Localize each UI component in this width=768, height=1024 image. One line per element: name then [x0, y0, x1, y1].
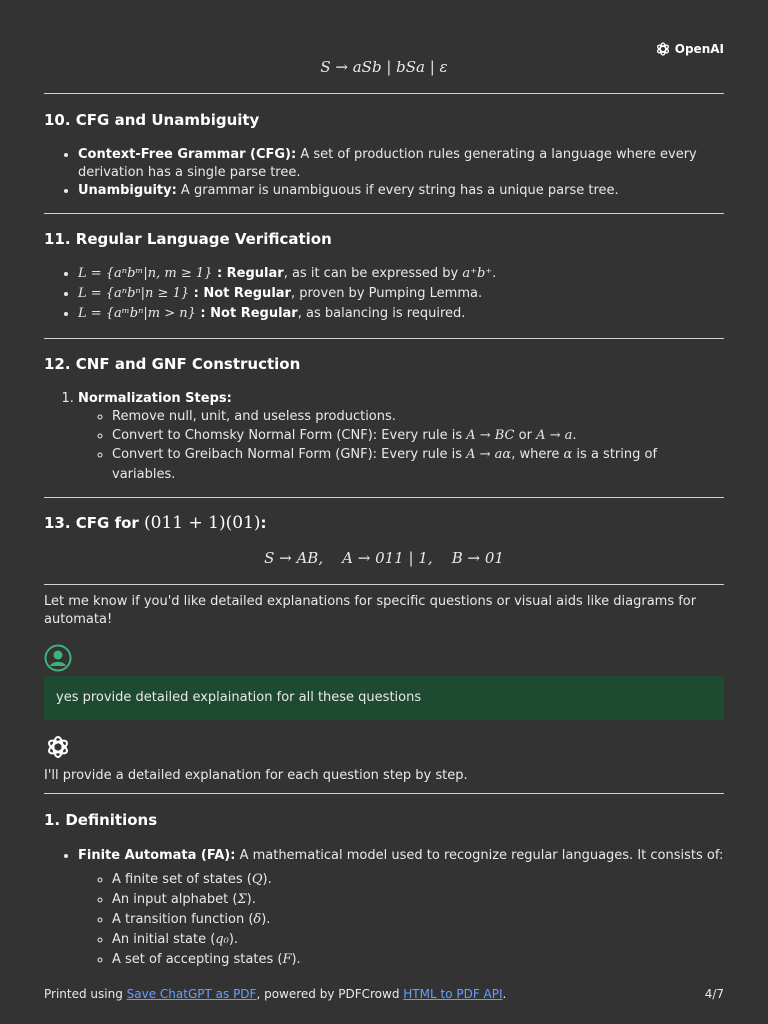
normalization-list — [78, 390, 724, 408]
normalization-steps — [112, 408, 712, 485]
list-item: ◦ A transition function (δ). — [112, 910, 712, 930]
list-item: • L = {aᵐbⁿ|m > n} : Not Regular, as balancing is required. — [78, 304, 724, 324]
regular-language-list — [78, 264, 724, 324]
reply-intro: I'll provide a detailed explanation for each question step by step. — [44, 768, 468, 783]
closing-text: Let me know if you'd like detailed explanations for specific questions or visual aids like diagrams for automata! — [44, 594, 697, 627]
cfg-equation: S → AB, A → 011 | 1, B → 01 — [264, 549, 504, 567]
page-number: 4/7 — [704, 987, 724, 1001]
user-message-text: yes provide detailed explaination for all these questions — [56, 690, 422, 705]
grammar-equation: S → aSb | bSa | ε — [320, 58, 448, 76]
list-item: • Unambiguity: A grammar is unambiguous if every string has a unique parse tree. — [78, 182, 724, 200]
divider — [44, 497, 724, 498]
list-item: ◦ An initial state (q₀). — [112, 930, 712, 950]
section-title-1: 1. Definitions — [44, 811, 158, 829]
divider — [44, 793, 724, 794]
list-item: ◦ Remove null, unit, and useless productions. — [112, 408, 712, 426]
section-title-12: 12. CNF and GNF Construction — [44, 355, 301, 373]
list-item: ◦ Convert to Greibach Normal Form (GNF): Every rule is A → aα, where α is a string of variables. — [112, 445, 712, 485]
list-item: • Finite Automata (FA): A mathematical model used to recognize regular languages. It consists of: — [78, 847, 724, 865]
section-title-11: 11. Regular Language Verification — [44, 230, 332, 248]
list-item: ◦ An input alphabet (Σ). — [112, 890, 712, 910]
list-item: ◦ Convert to Chomsky Normal Form (CNF): Every rule is A → BC or A → a. — [112, 426, 712, 445]
list-item: • L = {aⁿbᵐ|n, m ≥ 1} : Regular, as it can be expressed by a⁺b⁺. — [78, 264, 724, 284]
user-message-bubble — [44, 676, 724, 720]
fa-components-list — [112, 870, 712, 970]
cfg-list — [78, 146, 724, 200]
list-item: • Context-Free Grammar (CFG): A set of production rules generating a language where every derivation has a single parse tree. — [78, 146, 724, 182]
divider — [44, 584, 724, 585]
section-title-10: 10. CFG and Unambiguity — [44, 111, 260, 129]
divider — [44, 213, 724, 214]
openai-logo — [655, 40, 724, 58]
divider — [44, 93, 724, 94]
divider — [44, 338, 724, 339]
print-footer: Printed using Save ChatGPT as PDF, powered by PDFCrowd HTML to PDF API. 4/7 — [44, 987, 724, 1001]
list-item: ◦ A finite set of states (Q). — [112, 870, 712, 890]
definitions-list — [78, 847, 724, 865]
openai-icon — [655, 41, 671, 57]
list-item: ◦ A set of accepting states (F). — [112, 950, 712, 970]
list-item: 1. Normalization Steps: — [78, 390, 724, 408]
brand-name: OpenAI — [674, 42, 724, 56]
assistant-avatar-icon — [44, 733, 72, 761]
list-item: • L = {aⁿbⁿ|n ≥ 1} : Not Regular, proven by Pumping Lemma. — [78, 284, 724, 304]
section-title-13: 13. CFG for (011 + 1)(01): — [44, 513, 267, 533]
html-to-pdf-api-link[interactable]: HTML to PDF API — [403, 987, 503, 1001]
save-chatgpt-pdf-link[interactable]: Save ChatGPT as PDF — [126, 987, 257, 1001]
user-avatar-icon — [44, 644, 72, 672]
